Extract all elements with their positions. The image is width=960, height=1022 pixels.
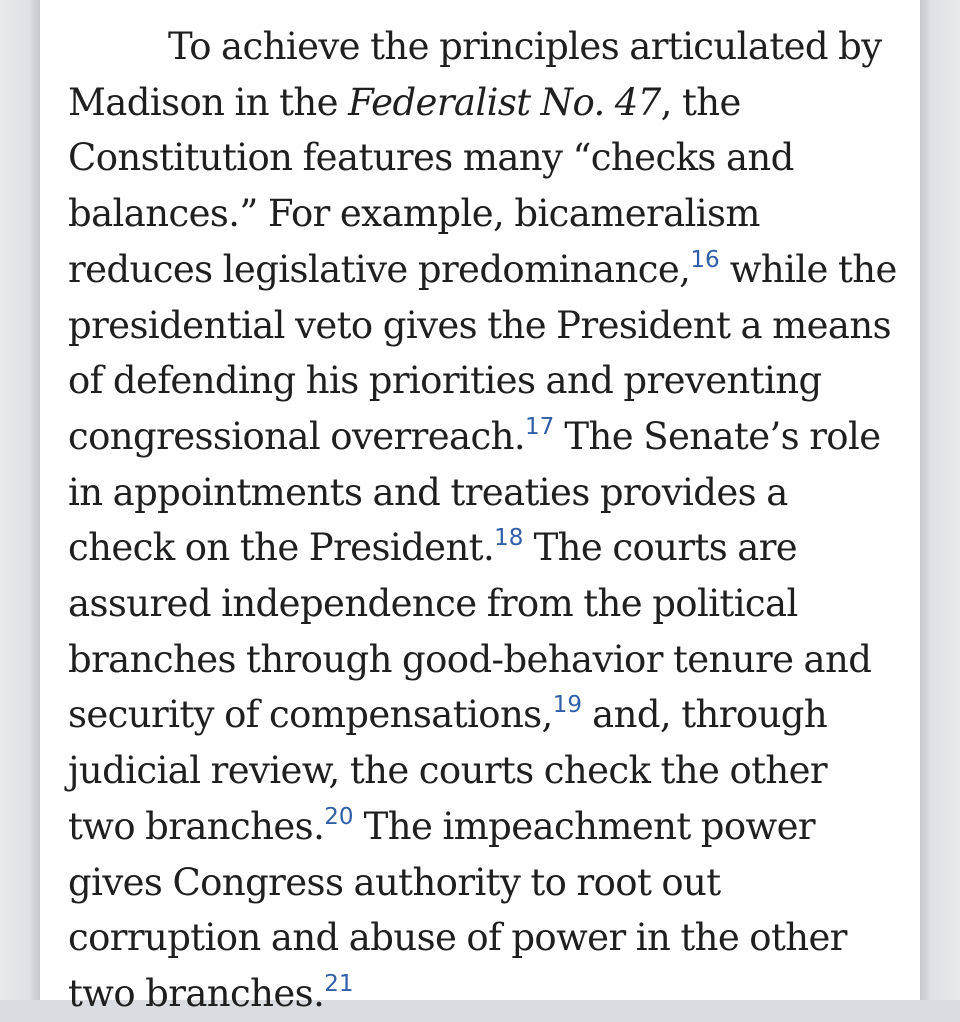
paragraph-text: and, through judicial review, the courts check the other two branches. <box>68 693 828 848</box>
footnote-link-18[interactable]: 18 <box>494 525 524 552</box>
footnote-link-16[interactable]: 16 <box>690 246 720 273</box>
footnote-link-19[interactable]: 19 <box>552 692 582 719</box>
paragraph-text: The Senate’s role in appointments and treaties provides a check on the President. <box>68 414 881 570</box>
paragraph-text: The impeachment power gives Congress authority to root out corruption and abuse of power in the other two branches. <box>68 804 847 1015</box>
italic-citation: Federalist No. 47 <box>348 80 661 124</box>
paragraph-text: , the Constitution features many “checks and balances.” For example, bicameralism reduces legislative predominance, <box>68 80 794 291</box>
left-margin <box>0 0 40 1000</box>
footnote-link-20[interactable]: 20 <box>324 803 354 830</box>
document-page <box>40 0 920 1015</box>
footnote-link-17[interactable]: 17 <box>524 413 555 440</box>
paragraph-text: The courts are assured independence from the political branches through good-behavior tenure and security of compensations, <box>68 526 872 737</box>
footnote-link-21[interactable]: 21 <box>324 970 354 997</box>
body-paragraph <box>68 19 898 1022</box>
right-margin <box>920 0 960 1000</box>
paragraph-text: To achieve the principles articulated by Madison in the <box>68 25 882 124</box>
paragraph-text: while the presidential veto gives the President a means of defending his priorities and preventing congressional overreach. <box>68 247 897 458</box>
